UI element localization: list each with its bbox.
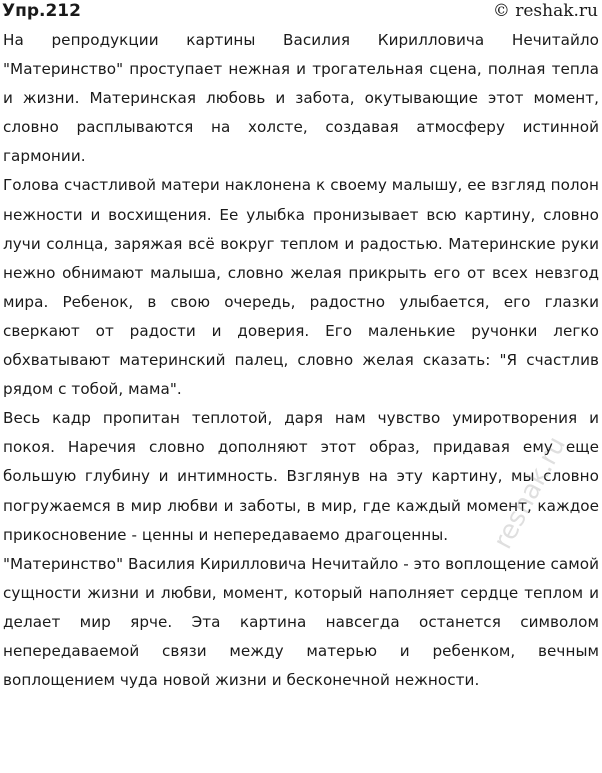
paragraph-1: На репродукции картины Василия Кирилловича Нечитайло "Материнство" проступает нежная и трогательная сцена, полная тепла и жизни. Материнская любовь и забота, окутывающие этот момент, словно расплываются на холсте, создавая атмосферу истинной гармонии. — [3, 31, 599, 166]
paragraph-3: Весь кадр пропитан теплотой, даря нам чувство умиротворения и покоя. Наречия словно дополняют этот образ, придавая ему еще большую глубину и интимность. Взглянув на эту картину, мы словно погружаемся в мир любви и заботы, в мир, где каждый момент, каждое прикосновение - ценны и непередаваемо драгоценны. — [3, 409, 599, 544]
site-copyright: © reshak.ru — [492, 1, 598, 21]
page-header — [2, 0, 598, 24]
paragraph-4: "Материнство" Василия Кирилловича Нечитайло - это воплощение самой сущности жизни и любви, момент, который наполняет сердце теплом и делает мир ярче. Эта картина навсегда останется символом непередаваемой связи между матерью и ребенком, вечным воплощением чуда новой жизни и бесконечной нежности. — [3, 554, 600, 690]
essay-text — [3, 26, 599, 695]
paragraph-2: Голова счастливой матери наклонена к своему малышу, ее взгляд полон нежности и восхищения. Ее улыбка пронизывает всю картину, словно лучи солнца, заряжая всё вокруг теплом и радостью. Материнские руки нежно обнимают малыша, словно желая прикрыть его от всех невзгод мира. Ребенок, в свою очередь, радостно улыбается, его глазки сверкают от радости и доверия. Его маленькие ручонки легко обхватывают материнский палец, словно желая сказать: "Я счастлив рядом с тобой, мама". — [3, 176, 599, 399]
site-watermark: reshak.ru — [488, 431, 573, 555]
exercise-title: Упр.212 — [2, 1, 81, 21]
